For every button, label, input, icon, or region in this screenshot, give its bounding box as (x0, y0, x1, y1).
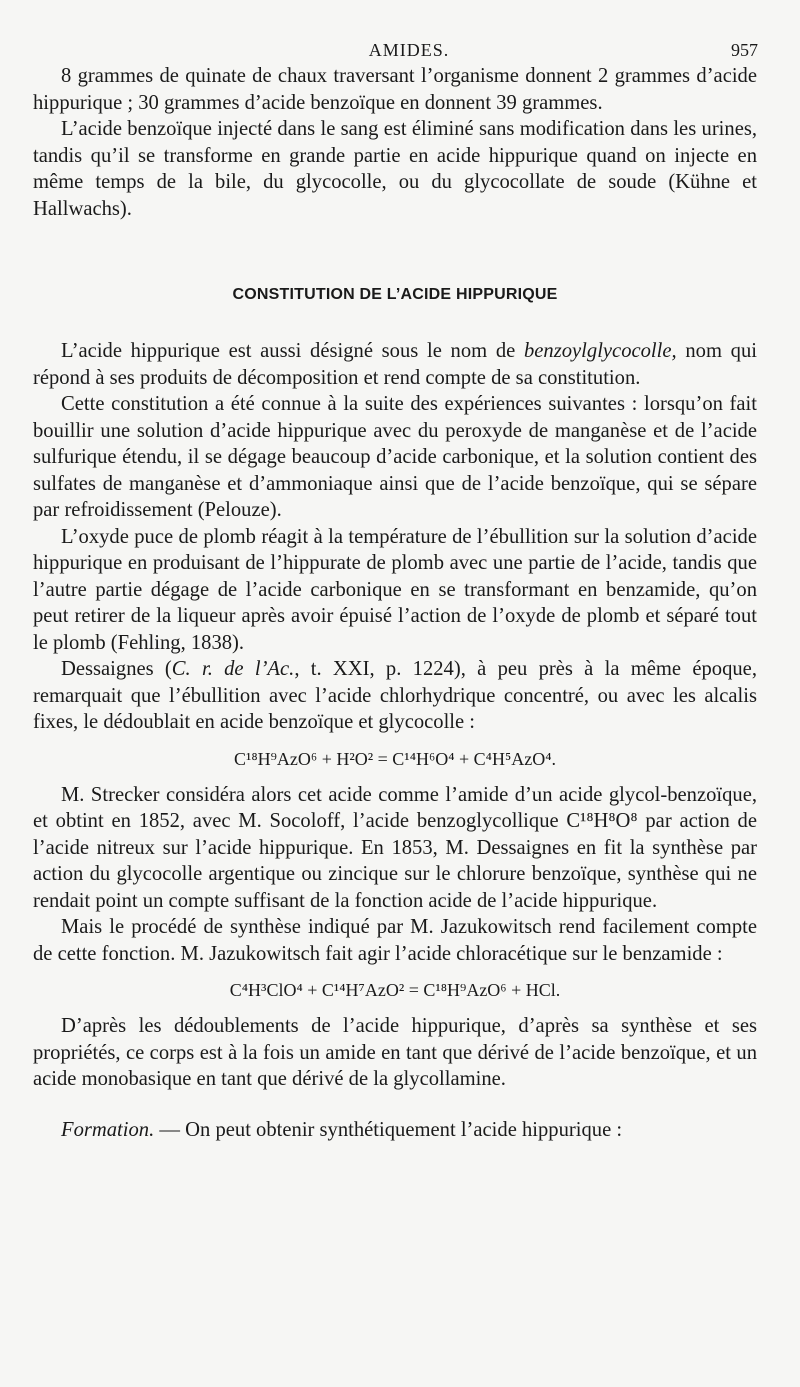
running-header (60, 40, 758, 64)
paragraph-10: Formation. — On peut obtenir synthétiquement l’acide hippurique : (61, 1118, 623, 1141)
paragraph-2: L’acide benzoïque injecté dans le sang est éliminé sans modification dans les urines, tandis qu’il se transforme en grande partie en acide hippurique quand on injecte en même temps de la bile, du glycocolle, ou du glycocollate de soude (Kühne et Hallwachs). (33, 118, 757, 220)
paragraph-3: L’acide hippurique est aussi désigné sous le nom de benzoylglycocolle, nom qui répond à ses produits de décomposition et rend compte de sa constitution. (33, 340, 757, 389)
paragraph-1: 8 grammes de quinate de chaux traversant l’organisme donnent 2 grammes d’acide hippurique ; 30 grammes d’acide benzoïque en donnent 39 grammes. (33, 65, 757, 114)
paragraph-6: Dessaignes (C. r. de l’Ac., t. XXI, p. 1224), à peu près à la même époque, remarquait que l’ébullition avec l’acide chlorhydrique concentré, ou avec les alcalis fixes, le dédoublait en acide benzoïque et glycocolle : (33, 658, 757, 733)
citation: C. r. de l’Ac. (171, 658, 295, 680)
italic-term: benzoylglycocolle, (523, 340, 677, 362)
formula-2: C⁴H³ClO⁴ + C¹⁴H⁷AzO² = C¹⁸H⁹AzO⁶ + HCl. (229, 980, 561, 1000)
paragraph-9: D’après les dédoublements de l’acide hippurique, d’après sa synthèse et ses propriétés, ce corps est à la fois un amide en tant que dérivé de l’acide benzoïque, et un acide monobasique en tant que dérivé de la glycollamine. (33, 1015, 757, 1090)
formula-1: C¹⁸H⁹AzO⁶ + H²O² = C¹⁴H⁶O⁴ + C⁴H⁵AzO⁴. (233, 748, 556, 769)
paragraph-7: M. Strecker considéra alors cet acide comme l’amide d’un acide glycol-benzoïque, et obtint en 1852, avec M. Socoloff, l’acide benzoglycollique C¹⁸H⁸O⁸ par action de l’acide nitreux sur l’acide hippurique. En 1853, M. Dessaignes en fit la synthèse par action du glycocolle argentique ou zincique sur le chlorure benzoïque, synthèse qui ne rendait point un compte suffisant de la fonction acide de l’acide hippurique. (33, 783, 757, 912)
body-text (33, 63, 757, 1143)
running-title: AMIDES. (368, 40, 450, 60)
paragraph-4: Cette constitution a été connue à la suite des expériences suivantes : lorsqu’on fait bouillir une solution d’acide hippurique avec du peroxyde de manganèse et de l’acide sulfurique étendu, il se dégage beaucoup d’acide carbonique, et la solution contient des sulfates de manganèse et d’ammoniaque ainsi que de l’acide benzoïque, qui se sépare par refroidissement (Pelouze). (33, 393, 757, 521)
page-number: 957 (731, 40, 758, 60)
paragraph-5: L’oxyde puce de plomb réagit à la température de l’ébullition sur la solution d’acide hippurique en produisant de l’hippurate de plomb avec une partie de l’acide, tandis que l’autre partie dégage de l’acide carbonique en se transformant en benzamide, qu’on peut retirer de la liqueur après avoir épuisé l’action de l’oxyde de plomb et séparé tout le plomb (Fehling, 1838). (33, 525, 757, 654)
section-heading: CONSTITUTION DE L’ACIDE HIPPURIQUE (232, 286, 558, 303)
paragraph-8: Mais le procédé de synthèse indiqué par M. Jazukowitsch rend facilement compte de cette fonction. M. Jazukowitsch fait agir l’acide chloracétique sur le benzamide : (33, 916, 757, 965)
subsection-label: Formation. (61, 1118, 155, 1141)
